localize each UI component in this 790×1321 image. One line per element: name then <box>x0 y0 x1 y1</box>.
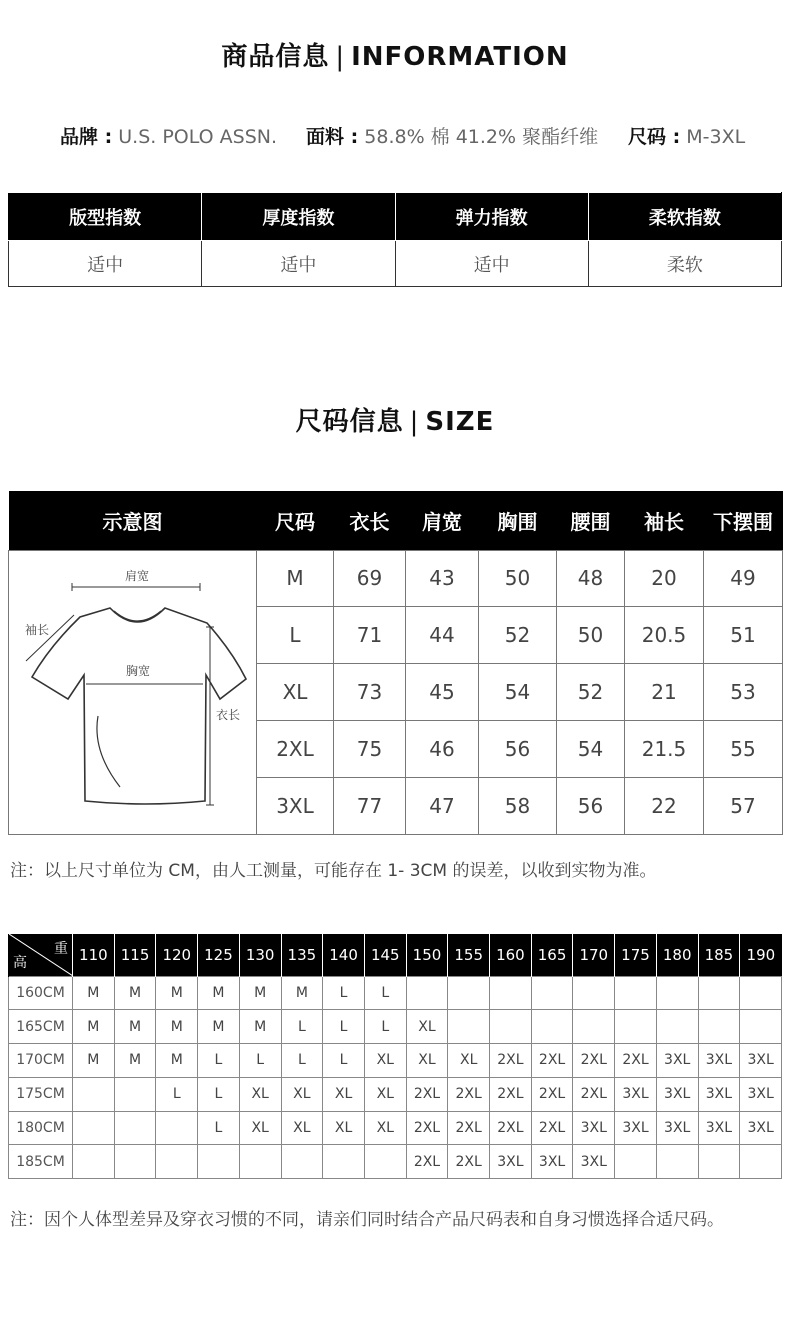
hw-size-cell: M <box>198 1010 240 1044</box>
size-header-row <box>9 491 783 550</box>
hw-size-cell: XL <box>281 1077 323 1111</box>
size-cell: 56 <box>479 720 557 777</box>
hw-size-cell: XL <box>239 1111 281 1145</box>
index-header-thickness: 厚度指数 <box>202 193 395 241</box>
diagram-length-label: 衣长 <box>215 707 240 722</box>
hw-size-cell <box>198 1145 240 1179</box>
size-row <box>9 550 783 607</box>
hw-size-cell: 3XL <box>490 1145 532 1179</box>
hw-weight-header: 155 <box>448 934 490 976</box>
information-title-cn: 商品信息 <box>221 42 330 72</box>
hw-size-cell: 3XL <box>573 1145 615 1179</box>
size-cell: 49 <box>704 550 783 607</box>
hw-height-label: 175CM <box>9 1077 73 1111</box>
index-header-fit: 版型指数 <box>9 193 202 241</box>
size-range-spec <box>628 122 745 149</box>
hw-weight-header: 180 <box>656 934 698 976</box>
hw-height-label: 160CM <box>9 976 73 1010</box>
hw-weight-header: 165 <box>531 934 573 976</box>
size-cell: 21.5 <box>625 720 704 777</box>
hw-size-cell <box>448 1010 490 1044</box>
index-header-softness: 柔软指数 <box>588 193 781 241</box>
hw-weight-header: 145 <box>364 934 406 976</box>
hw-weight-header: 120 <box>156 934 198 976</box>
hw-size-cell: 3XL <box>615 1077 657 1111</box>
index-value-row <box>9 241 782 287</box>
hw-size-cell: M <box>73 1010 115 1044</box>
hw-size-cell: XL <box>364 1111 406 1145</box>
size-cell: 22 <box>625 777 704 834</box>
size-cell: 52 <box>479 607 557 664</box>
hw-size-cell: M <box>114 1010 156 1044</box>
hw-size-cell: 3XL <box>740 1077 782 1111</box>
size-cell: 3XL <box>257 777 334 834</box>
hw-size-cell: XL <box>239 1077 281 1111</box>
diagram-sleeve-label: 袖长 <box>24 622 49 637</box>
brand-value: U.S. POLO ASSN. <box>118 126 278 148</box>
size-cell: 58 <box>479 777 557 834</box>
size-cell: 54 <box>557 720 625 777</box>
hw-size-cell <box>73 1077 115 1111</box>
size-cell: 51 <box>704 607 783 664</box>
hw-size-cell: 2XL <box>573 1077 615 1111</box>
hw-size-cell: M <box>198 976 240 1010</box>
hw-size-cell: XL <box>406 1010 448 1044</box>
hw-corner-height: 高 <box>13 954 27 971</box>
hw-weight-header: 140 <box>323 934 365 976</box>
hw-height-label: 185CM <box>9 1145 73 1179</box>
size-cell: 50 <box>479 550 557 607</box>
hw-size-cell <box>73 1111 115 1145</box>
spec-line <box>0 122 790 152</box>
hw-size-cell <box>698 1010 740 1044</box>
size-cell: L <box>257 607 334 664</box>
size-header-sleeve: 袖长 <box>625 491 704 550</box>
hw-weight-header: 185 <box>698 934 740 976</box>
hw-size-cell <box>156 1111 198 1145</box>
hw-size-cell <box>740 976 782 1010</box>
size-header-chest: 胸围 <box>479 491 557 550</box>
hw-size-cell: 3XL <box>573 1111 615 1145</box>
hw-height-label: 165CM <box>9 1010 73 1044</box>
hw-size-cell: 2XL <box>490 1044 532 1078</box>
size-header-diagram: 示意图 <box>9 491 257 550</box>
hw-size-cell <box>364 1145 406 1179</box>
hw-size-cell: XL <box>364 1044 406 1078</box>
hw-size-cell: 3XL <box>656 1077 698 1111</box>
hw-height-label: 180CM <box>9 1111 73 1145</box>
hw-size-cell: M <box>73 976 115 1010</box>
size-cell: 20 <box>625 550 704 607</box>
size-title-en: SIZE <box>425 407 495 437</box>
size-cell: 50 <box>557 607 625 664</box>
diagram-shoulder-label: 肩宽 <box>124 568 149 583</box>
size-header-hem: 下摆围 <box>704 491 783 550</box>
hw-weight-header: 115 <box>114 934 156 976</box>
hw-size-cell <box>114 1111 156 1145</box>
size-cell: 21 <box>625 664 704 721</box>
size-cell: XL <box>257 664 334 721</box>
size-cell: 69 <box>334 550 406 607</box>
hw-weight-header: 130 <box>239 934 281 976</box>
hw-size-cell: L <box>198 1044 240 1078</box>
hw-size-cell: 2XL <box>406 1077 448 1111</box>
hw-size-cell: L <box>198 1111 240 1145</box>
size-cell: 77 <box>334 777 406 834</box>
hw-size-cell <box>656 1145 698 1179</box>
size-cell: 75 <box>334 720 406 777</box>
hw-size-cell <box>73 1145 115 1179</box>
index-value-thickness: 适中 <box>202 241 395 287</box>
fabric-spec <box>306 122 598 149</box>
hw-size-cell: 3XL <box>698 1077 740 1111</box>
hw-size-cell <box>448 976 490 1010</box>
information-title: 商品信息 | INFORMATION <box>221 42 569 72</box>
hw-size-cell: M <box>156 976 198 1010</box>
hw-size-cell: L <box>198 1077 240 1111</box>
hw-size-cell: M <box>114 976 156 1010</box>
tshirt-outline-icon <box>10 551 256 829</box>
hw-size-cell: 3XL <box>698 1111 740 1145</box>
information-title-en: INFORMATION <box>351 42 569 72</box>
hw-corner <box>9 934 73 976</box>
hw-size-cell <box>239 1145 281 1179</box>
hw-size-cell: L <box>281 1044 323 1078</box>
hw-size-cell <box>156 1145 198 1179</box>
index-value-softness: 柔软 <box>588 241 781 287</box>
hw-row <box>9 1077 782 1111</box>
hw-size-cell: M <box>281 976 323 1010</box>
hw-size-cell: L <box>156 1077 198 1111</box>
hw-size-cell: M <box>156 1010 198 1044</box>
hw-size-cell: 2XL <box>448 1077 490 1111</box>
index-header-row <box>9 193 782 241</box>
hw-size-cell: L <box>323 976 365 1010</box>
hw-size-cell: 3XL <box>740 1044 782 1078</box>
size-table <box>8 491 783 835</box>
hw-size-cell: M <box>114 1044 156 1078</box>
size-title: 尺码信息 | SIZE <box>295 407 495 437</box>
hw-size-cell: 2XL <box>448 1111 490 1145</box>
hw-size-cell <box>656 1010 698 1044</box>
hw-size-cell: 2XL <box>406 1145 448 1179</box>
hw-size-cell <box>573 976 615 1010</box>
hw-size-cell: 2XL <box>531 1044 573 1078</box>
hw-size-cell: L <box>323 1044 365 1078</box>
hw-size-cell: 3XL <box>656 1044 698 1078</box>
hw-size-cell <box>490 1010 532 1044</box>
hw-size-cell: 3XL <box>740 1111 782 1145</box>
size-cell: 45 <box>406 664 479 721</box>
tshirt-diagram <box>9 550 257 834</box>
size-header-waist: 腰围 <box>557 491 625 550</box>
hw-row <box>9 1044 782 1078</box>
hw-size-cell: XL <box>323 1077 365 1111</box>
hw-size-cell <box>615 976 657 1010</box>
size-cell: 73 <box>334 664 406 721</box>
hw-size-cell: 3XL <box>615 1111 657 1145</box>
size-cell: 48 <box>557 550 625 607</box>
size-range-label: 尺码 : <box>628 126 681 148</box>
size-cell: 2XL <box>257 720 334 777</box>
hw-header-row <box>9 934 782 976</box>
hw-size-cell <box>531 976 573 1010</box>
hw-weight-header: 150 <box>406 934 448 976</box>
hw-size-cell: L <box>281 1010 323 1044</box>
hw-size-cell <box>615 1010 657 1044</box>
hw-size-cell: 3XL <box>698 1044 740 1078</box>
size-cell: 54 <box>479 664 557 721</box>
hw-size-cell <box>615 1145 657 1179</box>
fabric-value: 58.8% 棉 41.2% 聚酯纤维 <box>364 126 599 148</box>
hw-size-cell <box>114 1145 156 1179</box>
hw-row <box>9 1010 782 1044</box>
brand-spec <box>60 122 277 149</box>
index-table <box>8 192 782 287</box>
hw-size-cell: 2XL <box>490 1111 532 1145</box>
hw-size-cell: XL <box>364 1077 406 1111</box>
hw-row <box>9 1111 782 1145</box>
hw-weight-header: 160 <box>490 934 532 976</box>
hw-size-cell <box>531 1010 573 1044</box>
size-note: 注：以上尺寸单位为 CM，由人工测量，可能存在 1- 3CM 的误差，以收到实物为准。 <box>10 861 657 881</box>
size-cell: 57 <box>704 777 783 834</box>
hw-size-cell: M <box>239 1010 281 1044</box>
hw-size-cell: L <box>323 1010 365 1044</box>
size-cell: 56 <box>557 777 625 834</box>
size-title-cn: 尺码信息 <box>295 407 404 437</box>
hw-size-cell: M <box>239 976 281 1010</box>
hw-corner-weight: 重 <box>54 941 68 957</box>
hw-weight-header: 135 <box>281 934 323 976</box>
hw-size-cell: XL <box>406 1044 448 1078</box>
index-value-fit: 适中 <box>9 241 202 287</box>
hw-size-cell: M <box>73 1044 115 1078</box>
hw-size-cell <box>740 1010 782 1044</box>
index-header-elasticity: 弹力指数 <box>395 193 588 241</box>
fabric-label: 面料 : <box>306 126 359 148</box>
hw-size-cell <box>656 976 698 1010</box>
size-cell: 47 <box>406 777 479 834</box>
size-cell: 71 <box>334 607 406 664</box>
size-header-length: 衣长 <box>334 491 406 550</box>
size-cell: 44 <box>406 607 479 664</box>
hw-size-cell <box>281 1145 323 1179</box>
hw-row <box>9 1145 782 1179</box>
diagram-chest-label: 胸宽 <box>125 663 150 678</box>
hw-size-cell: 3XL <box>656 1111 698 1145</box>
hw-size-cell: XL <box>323 1111 365 1145</box>
hw-size-cell <box>698 976 740 1010</box>
hw-weight-header: 175 <box>615 934 657 976</box>
hw-size-cell: L <box>364 976 406 1010</box>
hw-note: 注：因个人体型差异及穿衣习惯的不同，请亲们同时结合产品尺码表和自身习惯选择合适尺码。 <box>10 1210 724 1230</box>
hw-size-cell <box>573 1010 615 1044</box>
hw-size-cell: XL <box>281 1111 323 1145</box>
hw-size-cell: 2XL <box>615 1044 657 1078</box>
size-range-value: M-3XL <box>686 126 746 148</box>
size-header-shoulder: 肩宽 <box>406 491 479 550</box>
size-header-size: 尺码 <box>257 491 334 550</box>
hw-row <box>9 976 782 1010</box>
hw-size-cell: L <box>364 1010 406 1044</box>
size-cell: 20.5 <box>625 607 704 664</box>
hw-weight-header: 110 <box>73 934 115 976</box>
hw-size-cell: 2XL <box>448 1145 490 1179</box>
hw-size-cell: 3XL <box>531 1145 573 1179</box>
hw-height-label: 170CM <box>9 1044 73 1078</box>
hw-size-cell: 2XL <box>406 1111 448 1145</box>
hw-body <box>9 976 782 1179</box>
hw-weight-header: 125 <box>198 934 240 976</box>
hw-weight-header: 190 <box>740 934 782 976</box>
size-cell: 55 <box>704 720 783 777</box>
height-weight-table <box>8 934 782 1179</box>
hw-size-cell: M <box>156 1044 198 1078</box>
hw-size-cell <box>323 1145 365 1179</box>
index-value-elasticity: 适中 <box>395 241 588 287</box>
hw-size-cell: XL <box>448 1044 490 1078</box>
hw-size-cell: 2XL <box>490 1077 532 1111</box>
hw-size-cell: L <box>239 1044 281 1078</box>
hw-size-cell: 2XL <box>531 1111 573 1145</box>
hw-size-cell: 2XL <box>573 1044 615 1078</box>
size-cell: 52 <box>557 664 625 721</box>
size-cell: M <box>257 550 334 607</box>
hw-size-cell <box>490 976 532 1010</box>
size-cell: 53 <box>704 664 783 721</box>
hw-size-cell: 2XL <box>531 1077 573 1111</box>
hw-size-cell <box>698 1145 740 1179</box>
hw-weight-header: 170 <box>573 934 615 976</box>
size-cell: 43 <box>406 550 479 607</box>
hw-size-cell <box>114 1077 156 1111</box>
brand-label: 品牌 : <box>60 126 113 148</box>
hw-size-cell <box>740 1145 782 1179</box>
size-cell: 46 <box>406 720 479 777</box>
hw-size-cell <box>406 976 448 1010</box>
